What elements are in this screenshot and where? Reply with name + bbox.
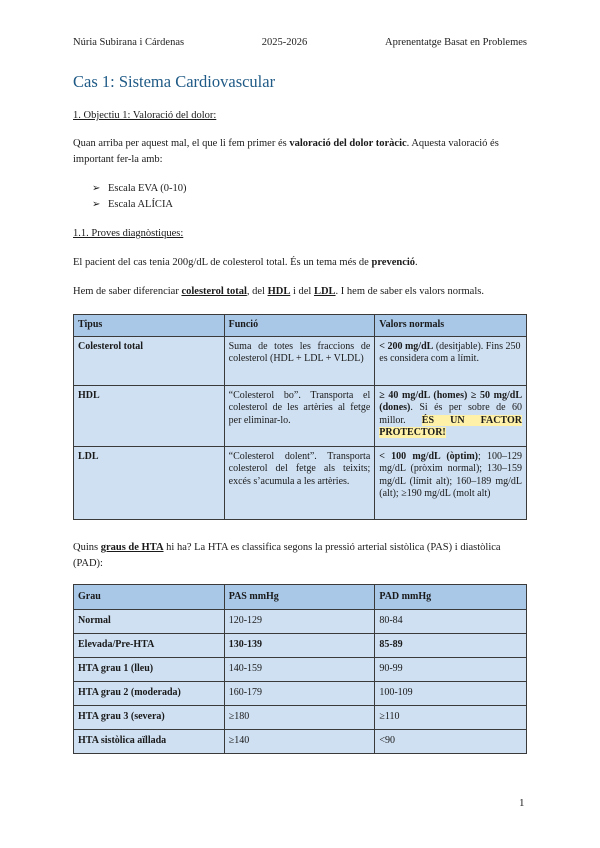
header-course: Aprenentatge Basat en Problemes	[385, 37, 527, 48]
table-row	[74, 634, 527, 658]
column-header: PAD mmHg	[375, 585, 527, 610]
table-cell: ≥ 40 mg/dL (homes) ≥ 50 mg/dL (dones). Si és per sobre de 60 millor. ÉS UN FACTOR PROTECTOR!	[375, 385, 527, 446]
table-cell: Normal	[74, 610, 225, 634]
table-cell: LDL	[74, 446, 225, 519]
table-cell: HTA grau 2 (moderada)	[74, 682, 225, 706]
hta-intro-paragraph: Quins graus de HTA hi ha? La HTA es classifica segons la pressió arterial sistòlica (PAS) i diastòlica (PAD):	[73, 542, 501, 569]
column-header: Valors normals	[375, 315, 527, 337]
table-cell: ≥110	[375, 706, 527, 730]
column-header: Funció	[224, 315, 375, 337]
table-cell: “Colesterol bo”. Transporta el colesterol de les artèries al fetge per eliminar-lo.	[224, 385, 375, 446]
column-header: Grau	[74, 585, 225, 610]
table-cell: 130-139	[224, 634, 375, 658]
intro-paragraph: Quan arriba per aquest mal, el que li fem primer és valoració del dolor toràcic. Aquesta valoració és important fer-la amb:	[73, 138, 499, 165]
table-row	[74, 385, 527, 446]
table-cell: “Colesterol dolent”. Transporta colesterol del fetge als teixits; excés s’acumula a les artèries.	[224, 446, 375, 519]
table-header-row	[74, 315, 527, 337]
header-year: 2025-2026	[261, 37, 308, 48]
list-item: ➢ Escala ALÍCIA	[92, 197, 187, 213]
table-cell: HDL	[74, 385, 225, 446]
table-header-row	[74, 585, 527, 610]
differentiate-paragraph: Hem de saber diferenciar colesterol total, del HDL i del LDL. I hem de saber els valors normals.	[73, 286, 484, 297]
table-cell: HTA grau 1 (lleu)	[74, 658, 225, 682]
table-cell: Colesterol total	[74, 336, 225, 385]
table-cell: 120-129	[224, 610, 375, 634]
table-cell: 140-159	[224, 658, 375, 682]
scale-list	[92, 181, 187, 213]
table-cell: <90	[375, 730, 527, 754]
table-cell: HTA grau 3 (severa)	[74, 706, 225, 730]
page-header	[73, 37, 527, 48]
table-cell: ≥180	[224, 706, 375, 730]
document-title: Cas 1: Sistema Cardiovascular	[73, 72, 276, 91]
column-header: Tipus	[74, 315, 225, 337]
table-row	[74, 446, 527, 519]
table-cell: 90-99	[375, 658, 527, 682]
table-cell: HTA sistòlica aïllada	[74, 730, 225, 754]
table-cell: ≥140	[224, 730, 375, 754]
column-header: PAS mmHg	[224, 585, 375, 610]
table-cell: Suma de totes les fraccions de colesterol (HDL + LDL + VLDL)	[224, 336, 375, 385]
table-cell: 160-179	[224, 682, 375, 706]
header-author: Núria Subirana i Cárdenas	[73, 37, 185, 48]
list-item: ➢ Escala EVA (0-10)	[92, 181, 187, 197]
section-heading-1-1: 1.1. Proves diagnòstiques:	[73, 228, 184, 239]
hta-grades-table	[73, 584, 527, 754]
table-row	[74, 658, 527, 682]
table-row	[74, 706, 527, 730]
cholesterol-table	[73, 314, 527, 520]
table-cell: 85-89	[375, 634, 527, 658]
table-row	[74, 336, 527, 385]
table-cell: 80-84	[375, 610, 527, 634]
cholesterol-paragraph: El pacient del cas tenia 200g/dL de colesterol total. És un tema més de prevenció.	[73, 257, 418, 268]
table-cell: < 200 mg/dL (desitjable). Fins 250 es considera com a límit.	[375, 336, 527, 385]
table-row	[74, 610, 527, 634]
section-heading-objective-1: 1. Objectiu 1: Valoració del dolor:	[73, 110, 217, 121]
table-row	[74, 730, 527, 754]
table-cell: < 100 mg/dL (òptim); 100–129 mg/dL (pròxim normal); 130–159 mg/dL (límit alt); 160–189 mg/dL (alt); ≥190 mg/dL (molt alt)	[375, 446, 527, 519]
table-row	[74, 682, 527, 706]
table-cell: 100-109	[375, 682, 527, 706]
page-number: 1	[519, 797, 525, 809]
table-cell: Elevada/Pre-HTA	[74, 634, 225, 658]
